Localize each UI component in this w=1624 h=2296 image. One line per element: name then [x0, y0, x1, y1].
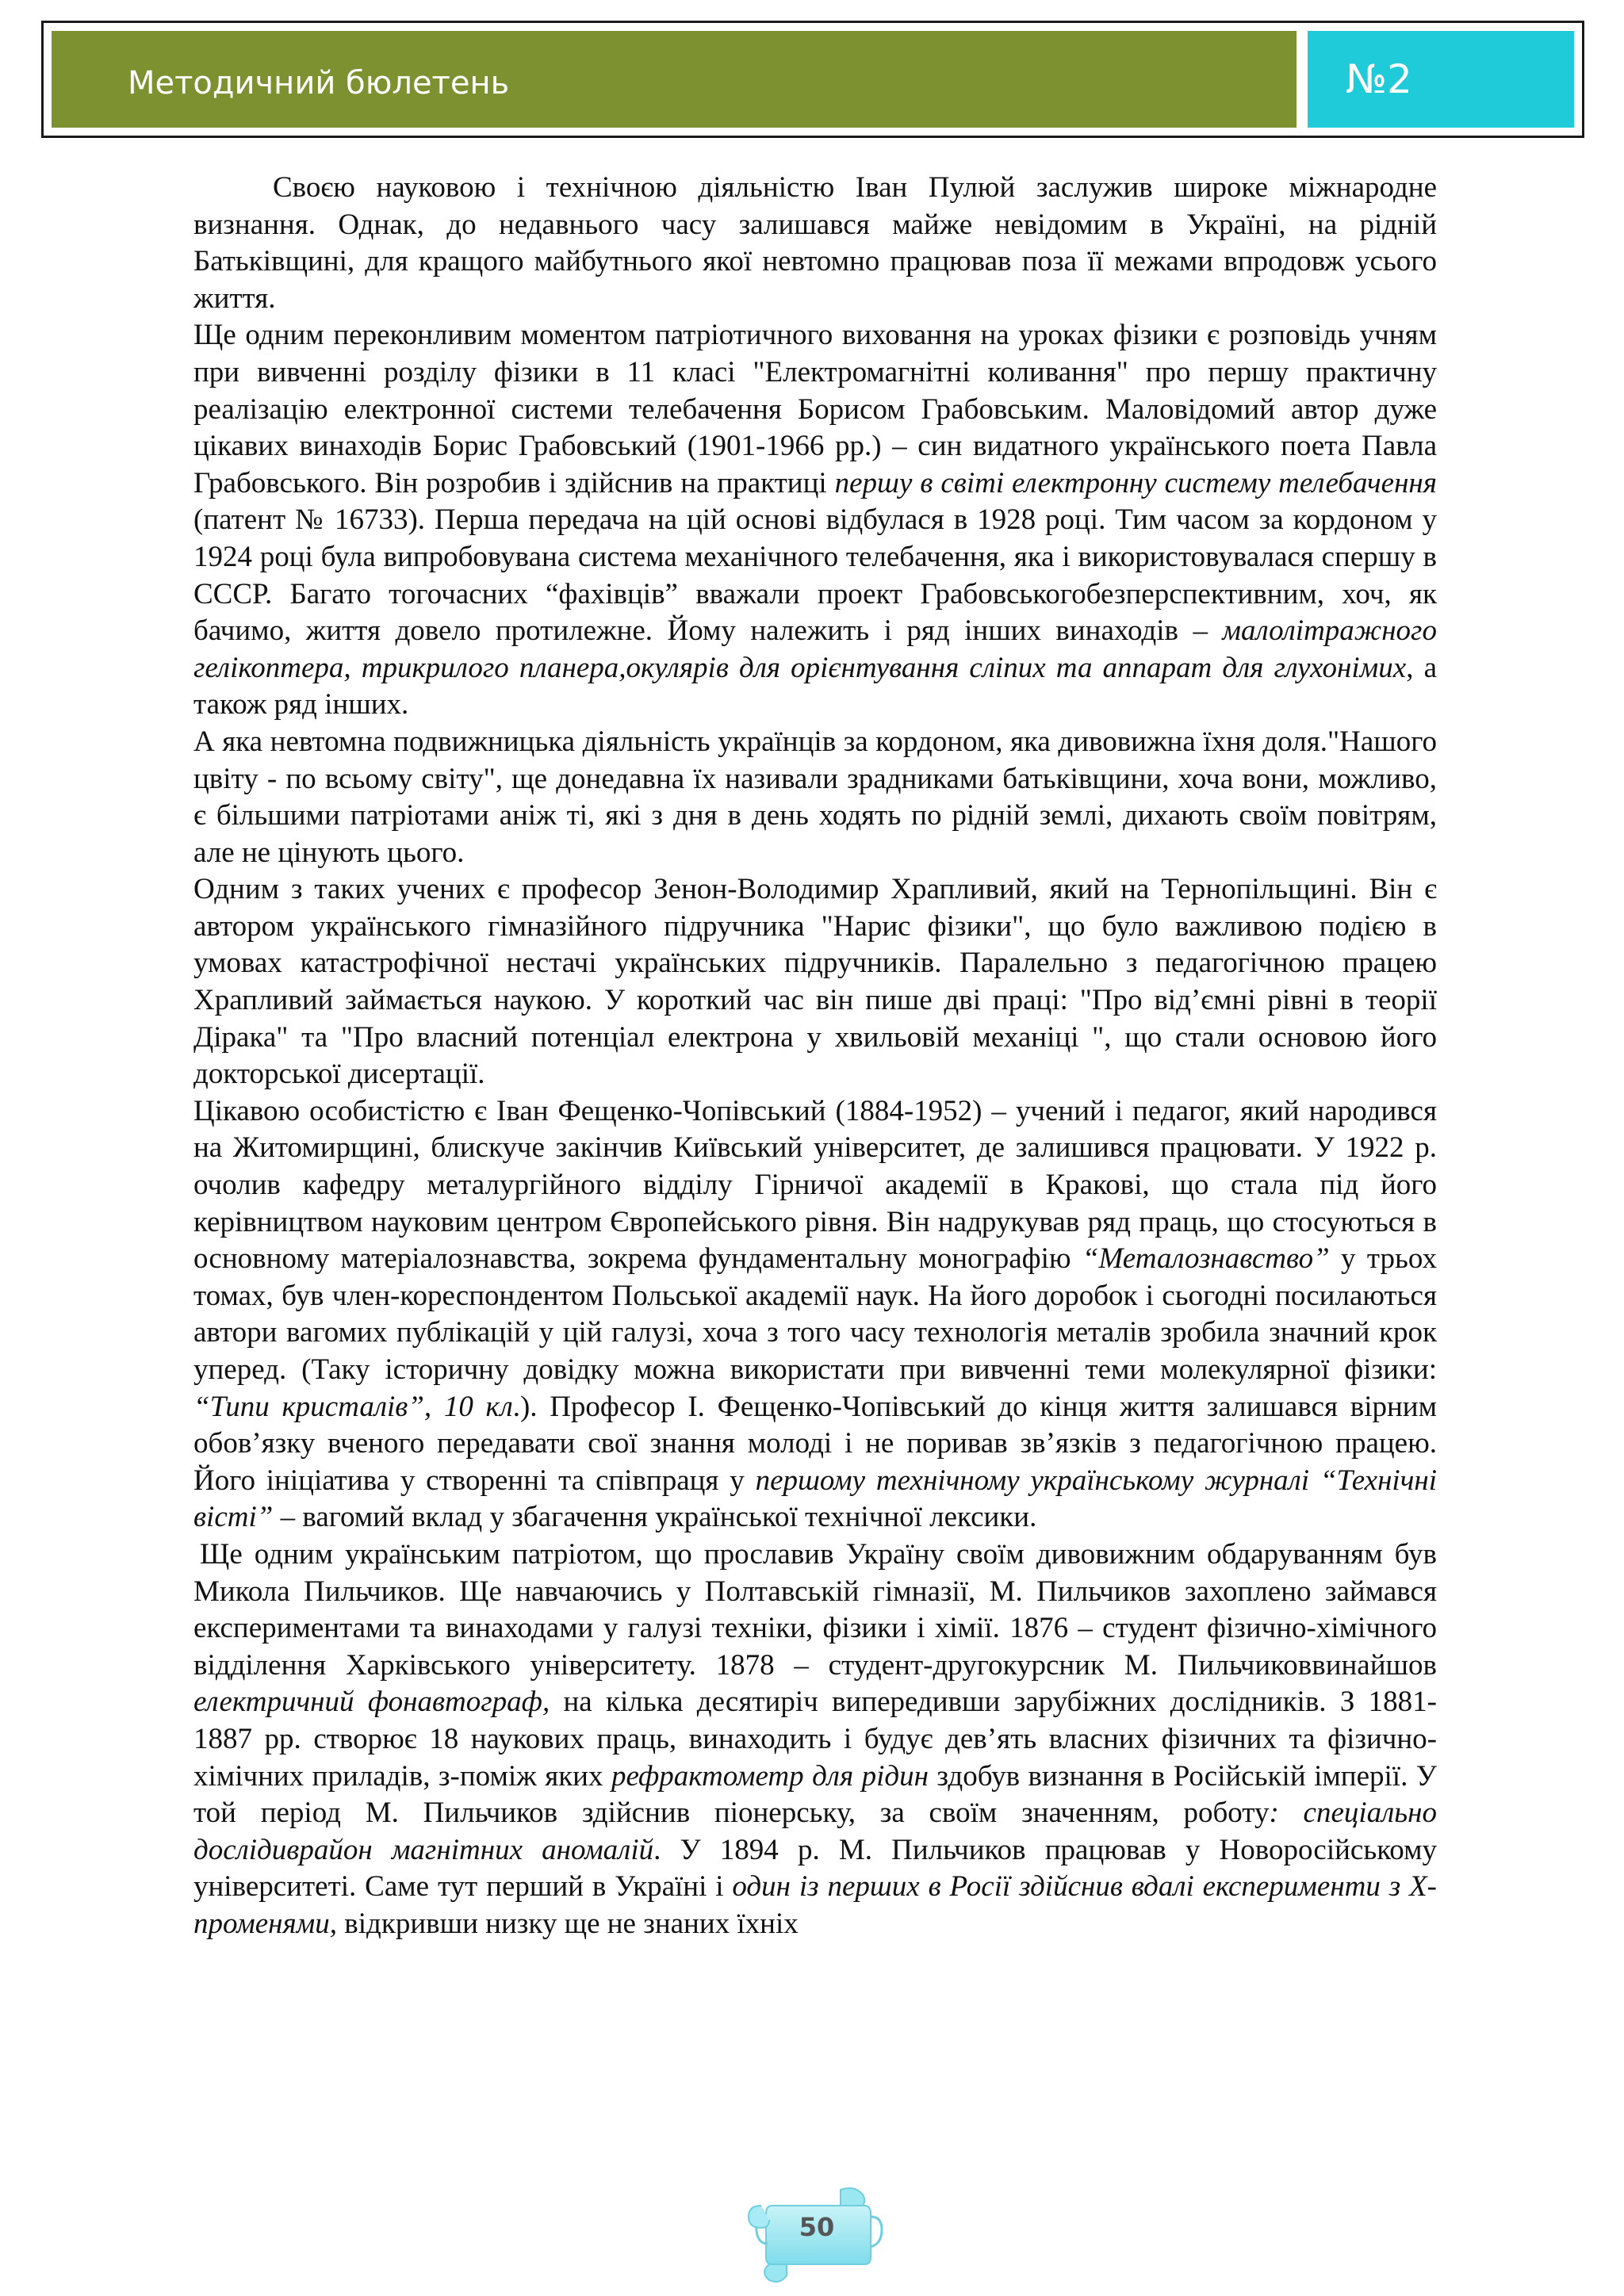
italic-text: першому технічному українському журналі “Технічні вісті”	[193, 1464, 1437, 1534]
italic-text: “Металознавство”	[1082, 1242, 1330, 1276]
paragraph	[193, 317, 1437, 724]
text-run: , а також ряд інших.	[193, 651, 1437, 721]
page-number-badge	[745, 2182, 888, 2283]
page-header	[41, 21, 1584, 138]
text-run: Одним з таких учених є професор Зенон-Володимир Храпливий, який на Тернопільщині. Він є автором українського гімназійного підручника "Нарис фізики", що було важливою подією в умовах катастрофічної нестачі українських підручників. Паралельно з педагогічною працею Храпливий займається наукою. У короткий час він пише дві праці: "Про від’ємні рівні в теорії Дірака" та "Про власний потенціал електрона у хвильовій механіці ", що стали основою його докторської дисертації.	[193, 873, 1437, 1091]
italic-text: “Типи кристалів”, 10 кл	[193, 1390, 513, 1423]
text-run: . У 1894 р. М. Пильчиков працював у Новоросійському університеті. Саме тут перший в Україні і	[193, 1833, 1438, 1904]
text-run: у трьох томах, був член-кореспондентом Польської академії наук. На його доробок і сьогодні посилаються автори вагомих публікацій у цій галузі, хоча з того часу технологія металів зробила значний крок уперед. (Таку історичну довідку можна використати при вивченні теми молекулярної фізики:	[193, 1242, 1437, 1386]
italic-text: електричний фонавтограф,	[193, 1686, 550, 1719]
page-number: 50	[799, 2212, 835, 2242]
bulletin-title: Методичний бюлетень	[128, 65, 510, 101]
text-run: на кілька десятиріч випередивши зарубіжних дослідників. З 1881-1887 рр. створює 18 наукових праць, винаходить і будує дев’ять власних фізичних та фізично-хімічних приладів, з-поміж яких	[193, 1686, 1437, 1793]
text-run: Ще одним українським патріотом, що прославив Україну своїм дивовижним обдаруванням був Микола Пильчиков. Ще навчаючись у Полтавській гімназії, М. Пильчиков захоплено займався експериментами та винаходами у галузі техніки, фізики і хімії. 1876 – студент фізично-хімічного відділення Харківського університету. 1878 – студент-другокурсник М. Пильчиковвинайшов	[193, 1537, 1437, 1682]
text-run: .). Професор І. Фещенко-Чопівський до кінця життя залишався вірним обов’язку вченого передавати свої знання молоді і не поривав зв’язків з педагогічною працею. Його ініціатива у створенні та співпраця у	[193, 1390, 1437, 1497]
issue-number: №2	[1346, 56, 1412, 102]
header-title-box	[52, 31, 1297, 128]
italic-text: малолітражного гелікоптера, трикрилого планера,окулярів для орієнтування сліпих та аппарат для глухонімих	[193, 614, 1437, 684]
text-run: А яка невтомна подвижницька діяльність українців за кордоном, яка дивовижна їхня доля."Нашого цвіту - по всьому світу", ще донедавна їх називали зрадниками батьківщини, хоча вони, можливо, є більшими патріотами аніж ті, які з дня в день ходять по рідній землі, дихають своїм повітрям, але не цінують цього.	[193, 725, 1437, 869]
paragraph	[193, 1536, 1437, 1943]
paragraph	[193, 871, 1437, 1093]
paragraph	[193, 170, 1437, 317]
italic-text: першу в світі електронну систему телебачення	[834, 466, 1437, 499]
italic-text: рефрактометр для рідин	[611, 1759, 929, 1793]
paragraph	[193, 724, 1437, 871]
text-run: Ще одним переконливим моментом патріотичного виховання на уроках фізики є розповідь учням при вивченні розділу фізики в 11 класі "Електромагнітні коливання" про першу практичну реалізацію електронної системи телебачення Борисом Грабовським. Маловідомий автор дуже цікавих винаходів Борис Грабовський (1901-1966 рр.) – син видатного українського поета Павла Грабовського. Він розробив і здійснив на практиці	[193, 319, 1437, 499]
text-run: – вагомий вклад у збагачення української технічної лексики.	[273, 1501, 1037, 1534]
text-run: (патент № 16733). Перша передача на цій основі відбулася в 1928 році. Тим часом за кордоном у 1924 році була випробовувана система механічного телебачення, яка і використовувалася спершу в СССР. Багато тогочасних “фахівців” вважали проект Грабовськогобезперспективним, хоч, як бачимо, життя довело протилежне. Йому належить і ряд інших винаходів –	[193, 503, 1437, 648]
text-run: Своєю науковою і технічною діяльністю Іван Пулюй заслужив широке міжнародне визнання. Однак, до недавнього часу залишався майже невідомим в Україні, на рідній Батьківщині, для кращого майбутнього якої невтомно працював поза її межами впродовж усього життя.	[193, 171, 1437, 315]
article-body	[193, 170, 1437, 1943]
text-run: Цікавою особистістю є Іван Фещенко-Чопівський (1884-1952) – учений і педагог, який народився на Житомирщині, блискуче закінчив Київський університет, де залишився працювати. У 1922 р. очолив кафедру металургійного відділу Гірничої академії в Кракові, що стала під його керівництвом науковим центром Європейського рівня. Він надрукував ряд праць, що стосуються в основному матеріалознавства, зокрема фундаментальну монографію	[193, 1094, 1437, 1276]
text-run: відкривши низку ще не знаних їхніх	[337, 1907, 799, 1940]
italic-text: один із перших в Росії здійснив вдалі експерименти з Х-променями,	[193, 1870, 1437, 1940]
text-run: здобув визнання в Російській імперії. У той період М. Пильчиков здійснив піонерську, за своїм значенням, роботу	[193, 1759, 1437, 1830]
italic-text: : спеціально дослідиврайон магнітних аномалій	[193, 1797, 1438, 1866]
paragraph	[193, 1093, 1437, 1536]
header-issue-box	[1308, 31, 1574, 128]
